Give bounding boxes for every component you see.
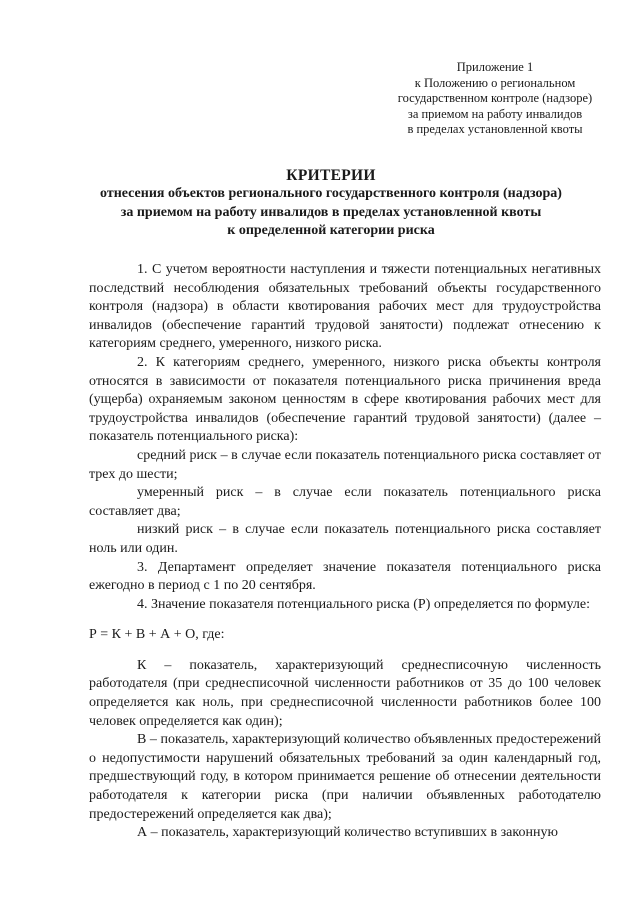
definition-paragraph: К – показатель, характеризующий среднесписочную численность работодателя (при среднесписочной численности работников от 35 до 100 человек определяется как ноль, при среднесписочной численности работников более 100 человек определяется как один);: [89, 657, 601, 729]
paragraph: 3. Департамент определяет значение показателя потенциального риска ежегодно в период с 1 по 20 сентября.: [89, 559, 601, 594]
appendix-line: Приложение 1: [456, 60, 534, 74]
paragraph: 1. С учетом вероятности наступления и тяжести потенциальных негативных последствий несоблюдения обязательных требований объекты государственного контроля (надзора) в области квотирования рабочих мест для трудоустройства инвалидов (обеспечение гарантий трудовой занятости) подлежат отнесению к категориям среднего, умеренного, низкого риска.: [89, 262, 601, 352]
appendix-line: за приемом на работу инвалидов: [407, 106, 583, 121]
title-line: отнесения объектов регионального государственного контроля (надзора): [100, 186, 562, 201]
definition-paragraph: В – показатель, характеризующий количество объявленных предостережений о недопустимости нарушений обязательных требований за один календарный год, предшествующий году, в котором принимается решение об отнесении деятельности работодателя к категории риска (при наличии объявленных работодателю предостережений определяется как два);: [89, 732, 601, 822]
paragraph: 4. Значение показателя потенциального риска (Р) определяется по формуле:: [137, 596, 591, 612]
definition-paragraph: А – показатель, характеризующий количество вступивших в законную: [137, 825, 558, 841]
document-title: [60, 166, 602, 241]
title-heading: КРИТЕРИИ: [286, 167, 376, 184]
document-body: [89, 261, 601, 843]
title-line: за приемом на работу инвалидов в пределах установленной квоты: [120, 204, 542, 220]
formula: Р = К + В + А + О, где:: [89, 627, 225, 643]
appendix-note: [380, 60, 610, 138]
appendix-line: государственном контроле (надзоре): [397, 91, 593, 105]
paragraph: 2. К категориям среднего, умеренного, низкого риска объекты контроля относятся в зависимости от показателя потенциального риска причинения вреда (ущерба) охраняемым законом ценностям в сфере квотирования рабочих мест для трудоустройства инвалидов (обеспечение гарантий трудовой занятости) (далее – показатель потенциального риска):: [89, 354, 601, 445]
appendix-line: в пределах установленной квоты: [407, 122, 583, 136]
paragraph: умеренный риск – в случае если показатель потенциального риска составляет два;: [89, 485, 601, 519]
paragraph: низкий риск – в случае если показатель потенциального риска составляет ноль или один.: [89, 522, 601, 556]
title-line: к определенной категории риска: [227, 223, 435, 238]
appendix-line: к Положению о региональном: [414, 75, 576, 90]
paragraph: средний риск – в случае если показатель потенциального риска составляет от трех до шести;: [89, 447, 601, 482]
